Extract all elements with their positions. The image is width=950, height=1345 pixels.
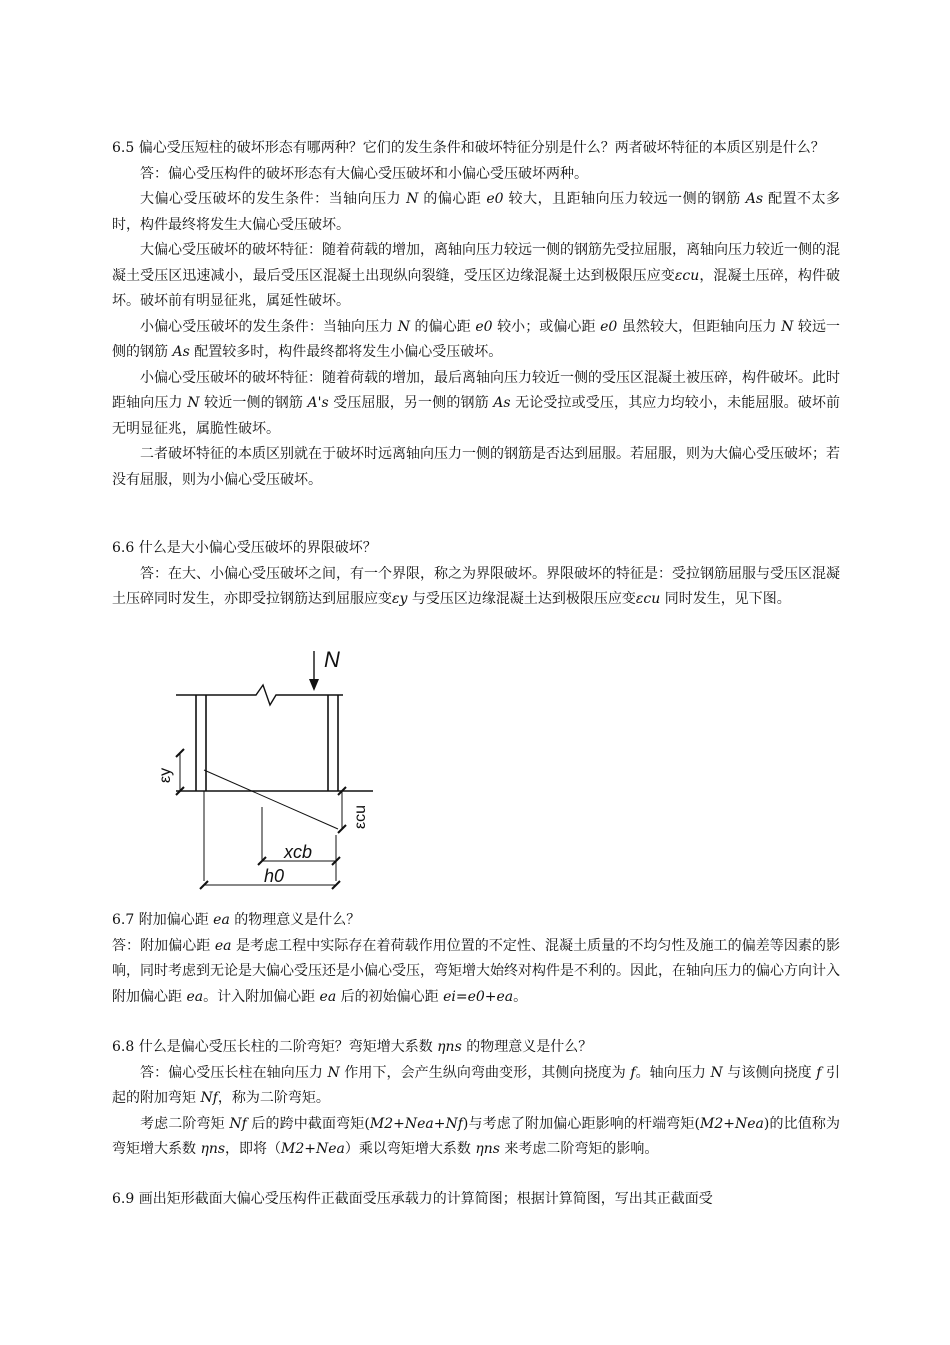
label-h0: h0	[264, 866, 285, 886]
question-6-7: 6.7 附加偏心距 ea 的物理意义是什么？	[112, 912, 361, 928]
answer-6-7: 答：附加偏心距 ea 是考虑工程中实际存在着荷载作用位置的不定性、混凝土质量的不均匀性及施工的偏差等因素的影响，同时考虑到无论是大偏心受压还是小偏心受压，弯矩增大始终对构件是不利的。因此，在轴向压力的偏心方向计入附加偏心距 ea。计入附加偏心距 ea 后的初始偏心距 ei=e0+ea。	[112, 937, 841, 1005]
section-6-5	[112, 136, 840, 493]
section-6-6	[112, 536, 840, 613]
label-eps-y: εy	[157, 767, 174, 783]
label-eps-cu: εcu	[352, 804, 369, 829]
paragraph-large-ecc-feature: 大偏心受压破坏的破坏特征：随着荷载的增加，离轴向压力较远一侧的钢筋先受拉屈服，离轴向压力较近一侧的混凝土受压区迅速减小，最后受压区混凝土出现纵向裂缝，受压区边缘混凝土达到极限压应变εcu，混凝土压碎，构件破坏。破坏前有明显征兆，属延性破坏。	[112, 242, 841, 309]
paragraph-small-ecc-feature: 小偏心受压破坏的破坏特征：随着荷载的增加，最后离轴向压力较近一侧的受压区混凝土被压碎，构件破坏。此时距轴向压力 N 较近一侧的钢筋 A's 受压屈服，另一侧的钢筋 As 无论受拉或受压，其应力均较小，未能屈服。破坏前无明显征兆，属脆性破坏。	[112, 369, 840, 437]
answer-6-8-p2: 考虑二阶弯矩 Nf 后的跨中截面弯矩(M2+Nea+Nf)与考虑了附加偏心距影响的杆端弯矩(M2+Nea)的比值称为弯矩增大系数 ηns，即将（M2+Nea）乘以弯矩增大系数 ηns 来考虑二阶弯矩的影响。	[112, 1115, 840, 1157]
label-xcb: xcb	[284, 842, 313, 862]
answer-6-5-intro: 答：偏心受压构件的破坏形态有大偏心受压破坏和小偏心受压破坏两种。	[140, 165, 588, 182]
label-N: N	[324, 647, 340, 672]
question-6-9: 6.9 画出矩形截面大偏心受压构件正截面受压承载力的计算简图；根据计算简图，写出其正截面受	[112, 1191, 713, 1207]
strain-diagonal	[204, 770, 338, 829]
answer-6-8-p1: 答：偏心受压长柱在轴向压力 N 作用下，会产生纵向弯曲变形，其侧向挠度为 f。轴向压力 N 与该侧向挠度 f 引起的附加弯矩 Nf，称为二阶弯矩。	[112, 1064, 840, 1106]
paragraph-small-ecc-condition: 小偏心受压破坏的发生条件：当轴向压力 N 的偏心距 e0 较小；或偏心距 e0 虽然较大，但距轴向压力 N 较远一侧的钢筋 As 配置较多时，构件最终都将发生小偏心受压破坏。	[112, 318, 841, 360]
balanced-failure-figure	[157, 645, 388, 897]
section-6-7	[112, 908, 840, 1010]
load-arrow-head	[309, 679, 319, 691]
question-6-6: 6.6 什么是大小偏心受压破坏的界限破坏？	[112, 540, 377, 556]
question-6-8: 6.8 什么是偏心受压长柱的二阶弯矩？弯矩增大系数 ηns 的物理意义是什么？	[112, 1039, 593, 1055]
section-6-8	[112, 1035, 840, 1163]
question-6-5: 6.5 偏心受压短柱的破坏形态有哪两种？它们的发生条件和破坏特征分别是什么？两者破坏特征的本质区别是什么？	[112, 140, 825, 156]
section-6-9	[112, 1187, 840, 1213]
answer-6-6: 答：在大、小偏心受压破坏之间，有一个界限，称之为界限破坏。界限破坏的特征是：受拉钢筋屈服与受压区混凝土压碎同时发生，亦即受拉钢筋达到屈服应变εy 与受压区边缘混凝土达到极限压应变εcu 同时发生，见下图。	[112, 565, 840, 607]
section-top-edge	[176, 685, 343, 705]
paragraph-essential-difference: 二者破坏特征的本质区别就在于破坏时远离轴向压力一侧的钢筋是否达到屈服。若屈服，则为大偏心受压破坏；若没有屈服，则为小偏心受压破坏。	[112, 446, 840, 488]
paragraph-large-ecc-condition: 大偏心受压破坏的发生条件：当轴向压力 N 的偏心距 e0 较大，且距轴向压力较远一侧的钢筋 As 配置不太多时，构件最终将发生大偏心受压破坏。	[112, 191, 841, 233]
